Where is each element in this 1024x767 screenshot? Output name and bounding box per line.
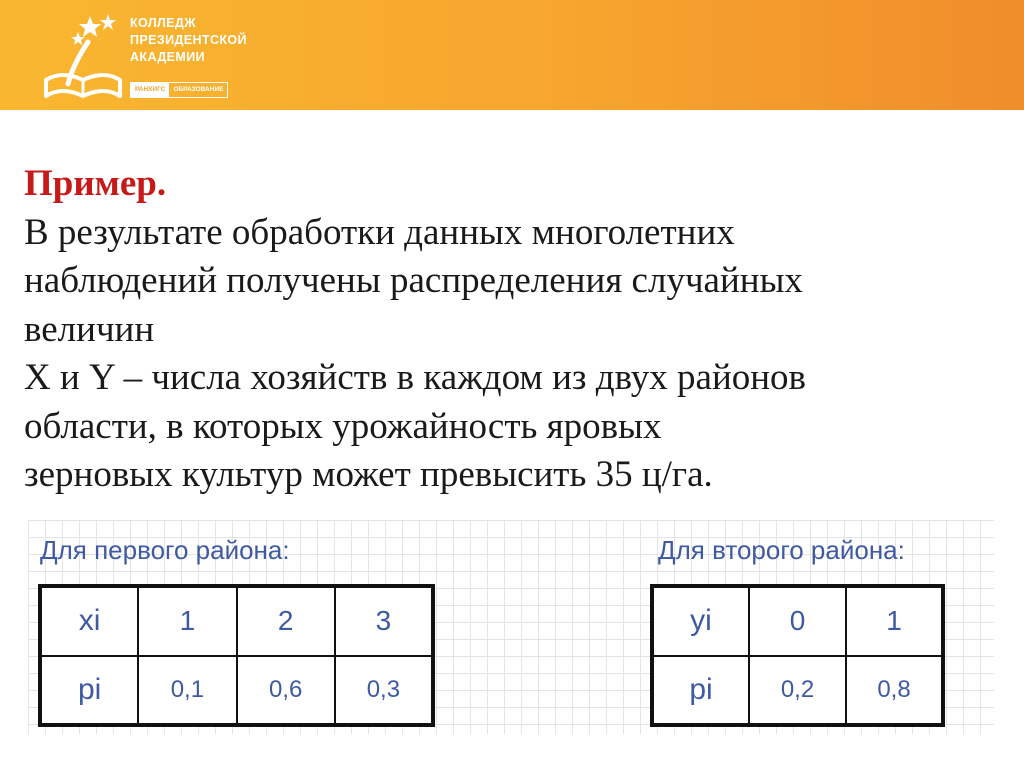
value-cell: 1 (138, 586, 236, 656)
logo-tagline (130, 82, 228, 98)
table-row (40, 656, 433, 726)
probability-cell: 0,6 (237, 656, 335, 726)
table-caption-district-1: Для первого района: (40, 535, 290, 565)
probability-cell: 0,3 (335, 656, 433, 726)
row-label-pi: pi (40, 656, 138, 726)
probability-cell: 0,8 (846, 656, 943, 726)
row-label-pi: pi (652, 656, 749, 726)
value-cell: 3 (335, 586, 433, 656)
table-row (652, 656, 943, 726)
logo-tag-ranepa: РАНХИГС (131, 83, 169, 97)
row-label-yi: yi (652, 586, 749, 656)
paragraph-line: величин (24, 308, 155, 350)
distribution-table-x (38, 584, 435, 727)
paragraph-line: наблюдений получены распределения случайных (24, 260, 803, 301)
probability-cell: 0,1 (138, 656, 236, 726)
logo-tag-education: ОБРАЗОВАНИЕ (173, 86, 224, 93)
star-book-icon (42, 12, 124, 98)
table-row (40, 586, 433, 656)
example-title: Пример. (24, 163, 167, 204)
paragraph-line: области, в которых урожайность яровых (24, 405, 662, 447)
value-cell: 2 (237, 586, 335, 656)
row-label-xi: xi (40, 586, 138, 656)
probability-cell: 0,2 (749, 656, 846, 726)
logo-text (130, 15, 247, 66)
value-cell: 0 (749, 586, 846, 656)
table-row (652, 586, 943, 656)
paragraph-line: зерновых культур может превысить 35 ц/га. (24, 454, 713, 495)
paragraph-line: В результате обработки данных многолетних (24, 211, 735, 253)
paragraph-line: X и Y – числа хозяйств в каждом из двух районов (24, 357, 807, 398)
example-text (24, 160, 1014, 500)
distribution-table-y (650, 584, 945, 727)
distribution-tables-figure (28, 520, 994, 734)
logo-line: ПРЕЗИДЕНТСКОЙ (130, 33, 247, 47)
logo-line: КОЛЛЕДЖ (130, 16, 196, 30)
logo-line: АКАДЕМИИ (130, 50, 205, 64)
header-banner (0, 0, 1024, 110)
value-cell: 1 (846, 586, 943, 656)
table-caption-district-2: Для второго района: (658, 535, 905, 565)
